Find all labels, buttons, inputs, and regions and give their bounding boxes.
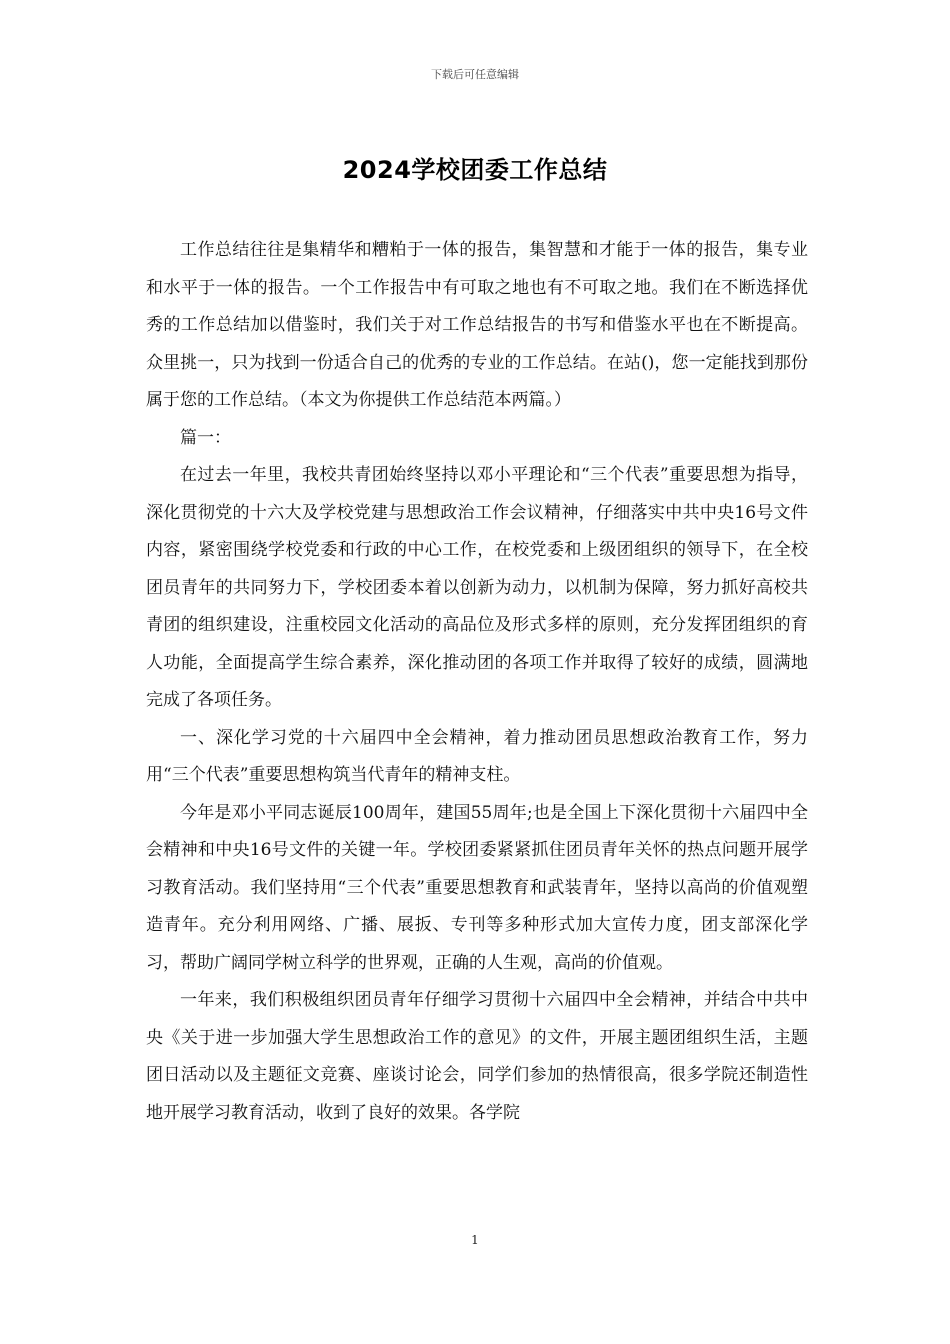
- document-title: 2024学校团委工作总结: [342, 156, 608, 184]
- paragraph-study-activities: 一年来，我们积极组织团员青年仔细学习贯彻十六届四中全会精神，并结合中共中央《关于进一步加强大学生思想政治工作的意见》的文件，开展主题团组织生活，主题团日活动以及主题征文竞赛、座谈讨论会，同学们参加的热情很高，很多学院还制造性地开展学习教育活动，收到了良好的效果。各学院: [146, 990, 808, 1123]
- paragraph-anniversary: 今年是邓小平同志诞辰100周年，建国55周年;也是全国上下深化贯彻十六届四中全会精神和中央16号文件的关键一年。学校团委紧紧抓住团员青年关怀的热点问题开展学习教育活动。我们坚持用“三个代表”重要思想教育和武装青年，坚持以高尚的价值观塑造青年。充分利用网络、广播、展扳、专刊等多种形式加大宣传力度，团支部深化学习，帮助广阔同学树立科学的世界观，正确的人生观，高尚的价值观。: [146, 802, 808, 973]
- document-body: [146, 232, 808, 1132]
- paragraph-intro: 工作总结往往是集精华和糟粕于一体的报告，集智慧和才能于一体的报告，集专业和水平于一体的报告。一个工作报告中有可取之地也有不可取之地。我们在不断选择优秀的工作总结加以借鉴时，我们关于对工作总结报告的书写和借鉴水平也在不断提高。众里挑一，只为找到一份适合自己的优秀的专业的工作总结。在站()，您一定能找到那份属于您的工作总结。（本文为你提供工作总结范本两篇。）: [146, 240, 808, 410]
- page-number: 1: [471, 1233, 479, 1247]
- paragraph-part-one-label: 篇一：: [180, 427, 231, 448]
- paragraph-overview: 在过去一年里，我校共青团始终坚持以邓小平理论和“三个代表”重要思想为指导，深化贯彻党的十六大及学校党建与思想政治工作会议精神，仔细落实中共中央16号文件内容，紧密围绕学校党委和行政的中心工作，在校党委和上级团组织的领导下，在全校团员青年的共同努力下，学校团委本着以创新为动力，以机制为保障，努力抓好高校共青团的组织建设，注重校园文化活动的高品位及形式多样的原则，充分发挥团组织的育人功能，全面提高学生综合素养，深化推动团的各项工作并取得了较好的成绩，圆满地完成了各项任务。: [146, 465, 808, 710]
- header-note: 下载后可任意编辑: [431, 68, 519, 81]
- paragraph-section-one-heading: 一、深化学习党的十六届四中全会精神，着力推动团员思想政治教育工作，努力用“三个代表”重要思想构筑当代青年的精神支柱。: [146, 727, 808, 785]
